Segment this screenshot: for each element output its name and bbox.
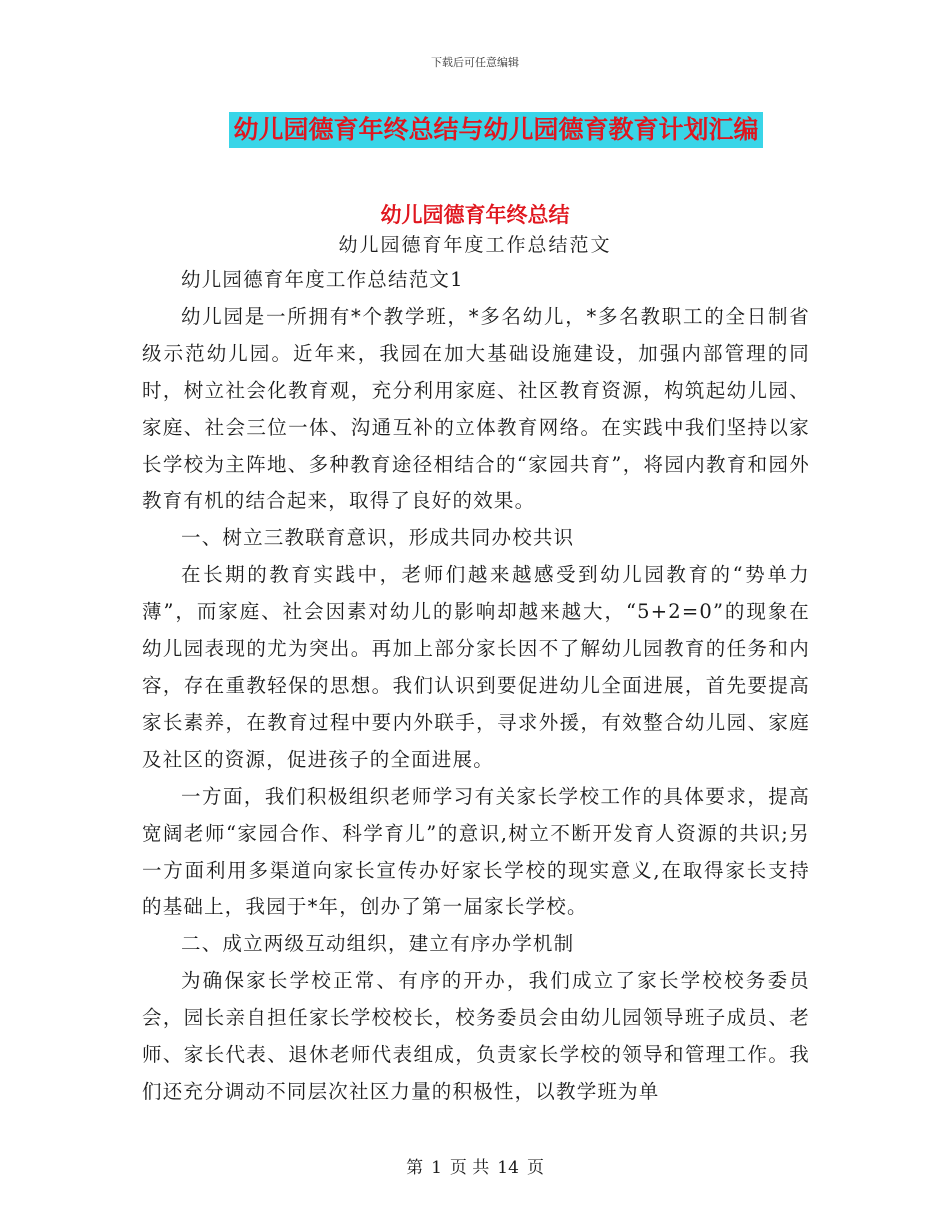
section-heading-2: 二、成立两级互动组织，建立有序办学机制 [181, 932, 575, 956]
main-title: 幼儿园德育年终总结与幼儿园德育教育计划汇编 [229, 112, 762, 148]
header-note: 下载后可任意编辑 [431, 56, 519, 69]
footer-suffix: 页 [526, 1158, 544, 1178]
paragraph: 一方面，我们积极组织老师学习有关家长学校工作的具体要求，提高宽阔老师“家园合作、科学育儿”的意识,树立不断开发育人资源的共识;另一方面利用多渠道向家长宣传办好家长学校的现实意义,在取得家长支持的基础上，我园于*年，创办了第一届家长学校。 [142, 784, 810, 919]
section-subtitle: 幼儿园德育年度工作总结范文 [338, 234, 612, 256]
total-page-count: 14 [497, 1158, 519, 1178]
current-page-number: 1 [431, 1158, 442, 1178]
paragraph: 为确保家长学校正常、有序的开办，我们成立了家长学校校务委员会，园长亲自担任家长学校校长，校务委员会由幼儿园领导班子成员、老师、家长代表、退休老师代表组成，负责家长学校的领导和管理工作。我们还充分调动不同层次社区力量的积极性，以教学班为单 [142, 969, 810, 1103]
section-title: 幼儿园德育年终总结 [380, 203, 570, 227]
main-title-container [0, 112, 950, 148]
footer-middle: 页 共 [449, 1158, 490, 1178]
document-body [142, 262, 810, 1111]
paragraph-heading-1: 幼儿园德育年度工作总结范文1 [181, 268, 464, 291]
paragraph: 幼儿园是一所拥有*个教学班，*多名幼儿，*多名教职工的全日制省级示范幼儿园。近年来，我园在加大基础设施建设，加强内部管理的同时，树立社会化教育观，充分利用家庭、社区教育资源，构筑起幼儿园、家庭、社会三位一体、沟通互补的立体教育网络。在实践中我们坚持以家长学校为主阵地、多种教育途径相结合的“家园共育”，将园内教育和园外教育有机的结合起来，取得了良好的效果。 [142, 304, 810, 513]
page-footer [0, 1153, 950, 1178]
paragraph: 在长期的教育实践中，老师们越来越感受到幼儿园教育的“势单力薄”，而家庭、社会因素对幼儿的影响却越来越大，“5+2=0”的现象在幼儿园表现的尤为突出。再加上部分家长因不了解幼儿园教育的任务和内容，存在重教轻保的思想。我们认识到要促进幼儿全面进展，首先要提高家长素养，在教育过程中要内外联手，寻求外援，有效整合幼儿园、家庭及社区的资源，促进孩子的全面进展。 [142, 563, 810, 771]
footer-prefix: 第 [406, 1158, 424, 1178]
section-heading-1: 一、树立三教联育意识，形成共同办校共识 [181, 526, 575, 550]
